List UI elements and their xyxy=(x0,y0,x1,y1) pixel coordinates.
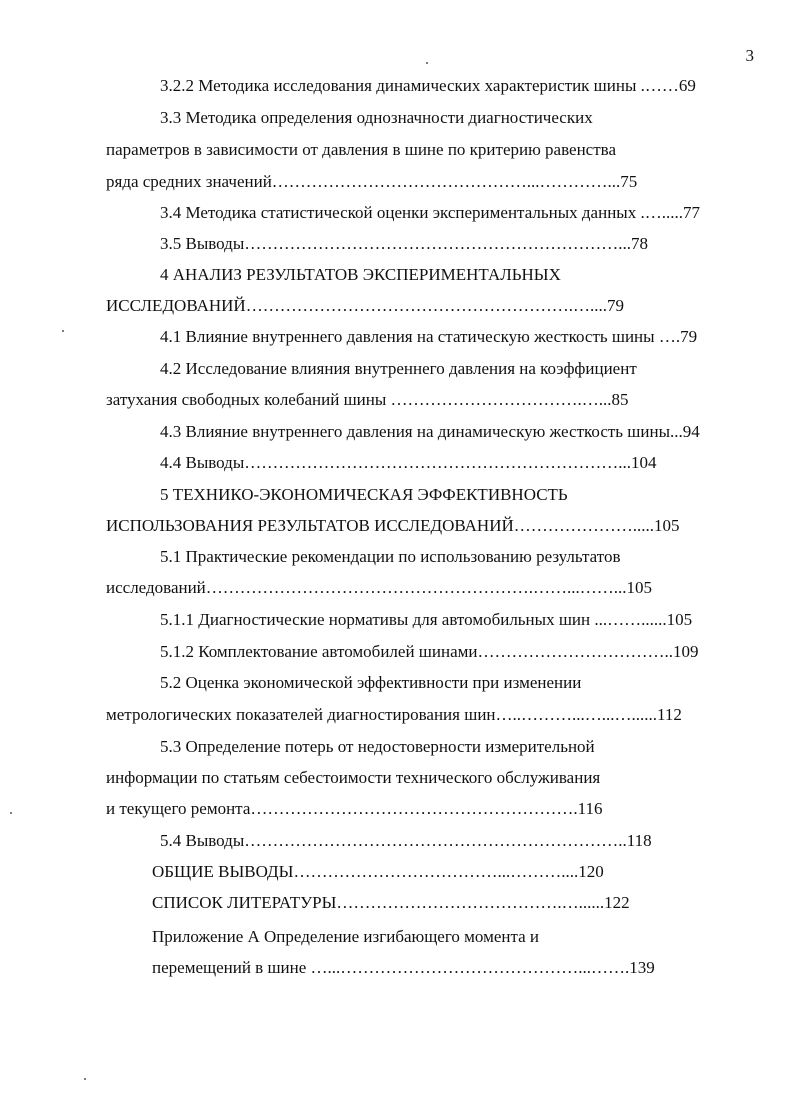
toc-heading: ИСПОЛЬЗОВАНИЯ РЕЗУЛЬТАТОВ ИССЛЕДОВАНИЙ………………….....105 xyxy=(106,516,680,535)
toc-line: параметров в зависимости от давления в шине по критерию равенства xyxy=(106,140,616,159)
toc-heading: СПИСОК ЛИТЕРАТУРЫ………………………………….…......122 xyxy=(152,893,630,912)
toc-line: ряда средних значений………………………………………...…………...75 xyxy=(106,172,638,191)
toc-line: 4.4 Выводы…………………………………………………………...104 xyxy=(160,453,657,472)
scan-speck xyxy=(62,330,64,332)
toc-line: 3.3 Методика определения однозначности диагностических xyxy=(160,108,593,127)
toc-line: 4.1 Влияние внутреннего давления на статическую жесткость шины ….79 xyxy=(160,327,698,346)
toc-line: 3.5 Выводы…………………………………………………………...78 xyxy=(160,234,649,253)
toc-line: 5.2 Оценка экономической эффективности при изменении xyxy=(160,673,582,692)
page-number: 3 xyxy=(745,46,754,65)
toc-line: 5.1.1 Диагностические нормативы для автомобильных шин ...……......105 xyxy=(160,610,693,629)
toc-line: метрологических показателей диагностирования шин…..………...…...…......112 xyxy=(106,705,682,724)
toc-line: исследований………………………………………………….……...……...105 xyxy=(106,578,653,597)
toc-line: 3.2.2 Методика исследования динамических характеристик шины .……69 xyxy=(160,76,696,95)
toc-heading: 4 АНАЛИЗ РЕЗУЛЬТАТОВ ЭКСПЕРИМЕНТАЛЬНЫХ xyxy=(160,265,561,284)
toc-line: 5.3 Определение потерь от недостоверности измерительной xyxy=(160,737,595,756)
toc-line: 5.1.2 Комплектование автомобилей шинами……………………………..109 xyxy=(160,642,699,661)
scan-speck xyxy=(426,62,428,64)
toc-line: 5.4 Выводы…………………………………………………………..118 xyxy=(160,831,652,850)
toc-heading: 5 ТЕХНИКО-ЭКОНОМИЧЕСКАЯ ЭФФЕКТИВНОСТЬ xyxy=(160,485,568,504)
toc-line: Приложение А Определение изгибающего момента и xyxy=(152,927,540,946)
toc-line: 3.4 Методика статистической оценки экспериментальных данных .….....77 xyxy=(160,203,700,222)
toc-line: и текущего ремонта………………………………………………….116 xyxy=(106,799,603,818)
toc-line: затухания свободных колебаний шины …………………………….…...85 xyxy=(106,390,629,409)
toc-line: информации по статьям себестоимости технического обслуживания xyxy=(106,768,601,787)
toc-heading: ИССЛЕДОВАНИЙ………………………………………………….…....79 xyxy=(106,296,624,315)
toc-line: 5.1 Практические рекомендации по использованию результатов xyxy=(160,547,621,566)
toc-line: 4.2 Исследование влияния внутреннего давления на коэффициент xyxy=(160,359,637,378)
scan-speck xyxy=(10,812,12,814)
toc-line: 4.3 Влияние внутреннего давления на динамическую жесткость шины...94 xyxy=(160,422,700,441)
scan-speck xyxy=(84,1078,86,1080)
toc-line: перемещений в шине …...……………………………………...…….139 xyxy=(152,958,655,977)
toc-heading: ОБЩИЕ ВЫВОДЫ………………………………...………....120 xyxy=(152,862,604,881)
